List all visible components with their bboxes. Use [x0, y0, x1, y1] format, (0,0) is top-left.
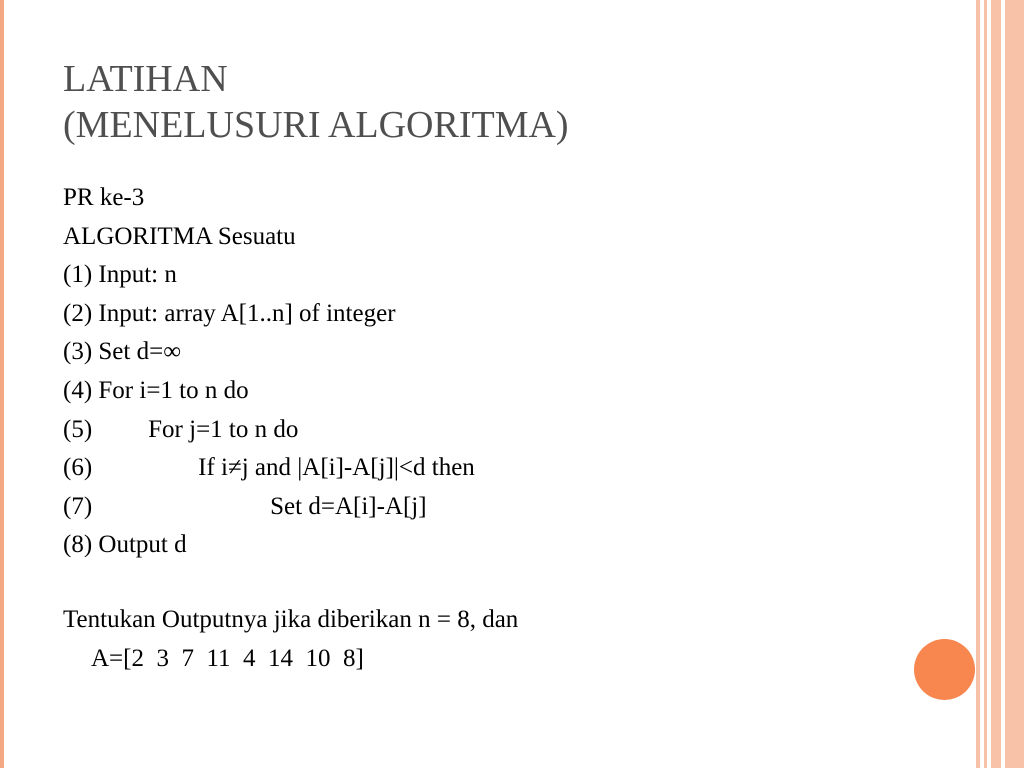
algorithm-step — [63, 449, 518, 488]
step-number: (5) — [63, 415, 93, 443]
slide-body — [63, 179, 518, 678]
slide-title-line1: LATIHAN — [63, 58, 228, 100]
algorithm-step — [63, 372, 518, 411]
step-text: Output d — [98, 531, 187, 559]
step-number: (8) — [63, 531, 93, 559]
decor-stripe-3 — [991, 0, 1001, 768]
step-text: Set d=A[i]-A[j] — [270, 492, 427, 520]
array-values: A=[2 3 7 11 4 14 10 8] — [91, 644, 364, 672]
decor-circle — [914, 639, 975, 700]
step-number: (7) — [63, 492, 93, 520]
decor-stripe-2 — [984, 0, 987, 768]
pr-label: PR ke-3 — [63, 184, 145, 211]
array-definition — [63, 640, 518, 679]
step-text: Input: n — [98, 261, 177, 289]
algorithm-step — [63, 411, 518, 450]
question-text: Tentukan Outputnya jika diberikan n = 8, dan — [63, 605, 519, 633]
step-text: If i≠j and |A[i]-A[j]|<d then — [198, 454, 475, 482]
algorithm-step — [63, 488, 518, 527]
algorithm-step — [63, 256, 518, 295]
algorithm-name: ALGORITMA Sesuatu — [63, 222, 296, 250]
decor-stripe-1 — [976, 0, 980, 768]
spacer — [63, 565, 518, 601]
step-number: (6) — [63, 454, 93, 482]
slide-title — [63, 56, 569, 148]
algorithm-step — [63, 526, 518, 565]
step-text: Set d=∞ — [98, 338, 182, 366]
step-number: (3) — [63, 338, 93, 366]
algorithm-step — [63, 295, 518, 334]
step-text: For i=1 to n do — [98, 376, 249, 404]
slide-title-line2: (MENELUSURI ALGORITMA) — [63, 104, 569, 146]
slide-left-border — [0, 0, 4, 768]
decor-stripe-4 — [1005, 0, 1024, 768]
step-number: (4) — [63, 376, 93, 404]
step-number: (1) — [63, 261, 93, 289]
step-number: (2) — [63, 299, 93, 327]
step-text: Input: array A[1..n] of integer — [98, 299, 396, 327]
algorithm-step — [63, 333, 518, 372]
step-text: For j=1 to n do — [148, 415, 299, 443]
